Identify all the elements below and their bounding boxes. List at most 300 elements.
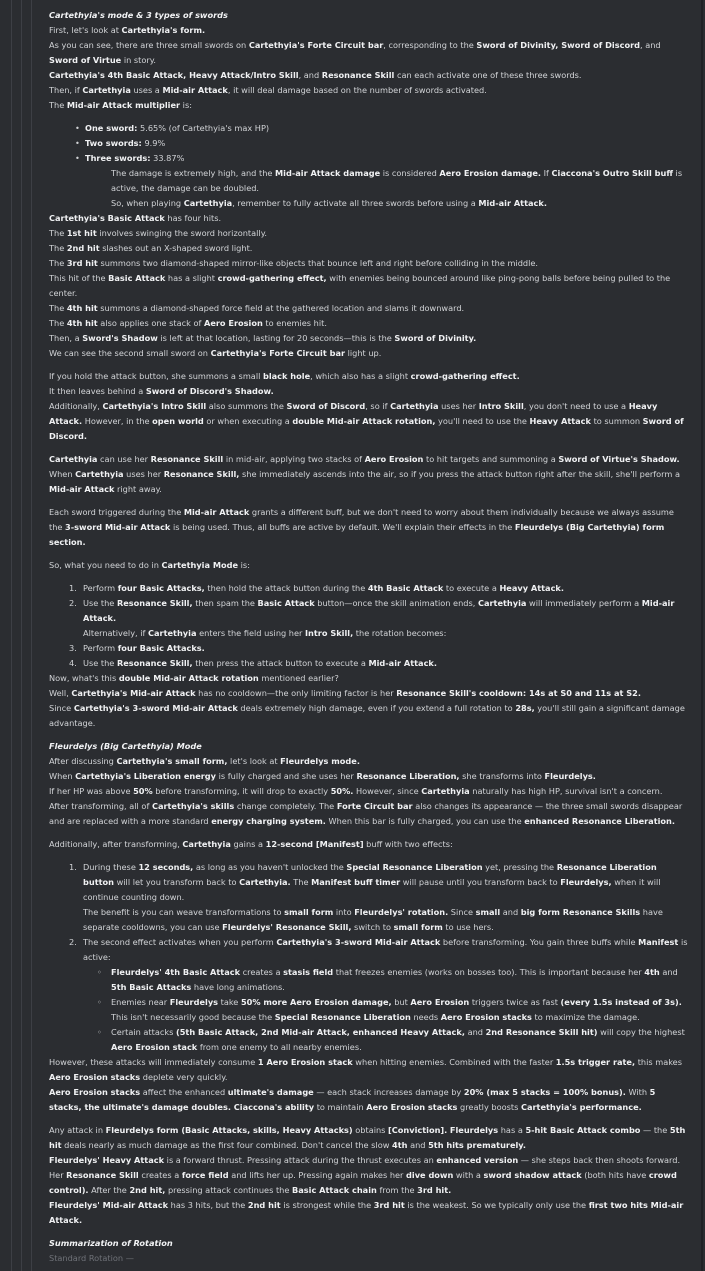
bold-text: 5th Basic Attacks: [111, 982, 192, 992]
text-run: This hit of the: [49, 273, 109, 283]
paragraph-line: [49, 1055, 689, 1085]
text-run: creates a: [240, 967, 284, 977]
paragraph-line: [49, 369, 689, 384]
bold-text: Fleurdelys' 4th Basic Attack: [111, 967, 241, 977]
bold-text: Fleurdelys.: [544, 771, 596, 781]
bold-text: Resonance Skill: [321, 70, 395, 80]
paragraph-gap: [49, 573, 689, 581]
text-run: into: [333, 907, 355, 917]
paragraph-line: [49, 346, 689, 361]
paragraph-line: [49, 1251, 689, 1266]
text-run: also changes its appearance — the three small swords disappear and are replaced with a more standard: [49, 801, 683, 826]
bold-text: Sword of Virtue: [49, 55, 122, 65]
text-run: gains a: [230, 839, 266, 849]
text-run: 9.9%: [141, 138, 166, 148]
text-run: Well,: [49, 688, 72, 698]
bold-text: 50%: [133, 786, 153, 796]
section-heading: Fleurdelys (Big Cartethyia) Mode: [49, 741, 202, 751]
paragraph-line: [49, 68, 689, 83]
text-run: and: [500, 907, 521, 917]
bold-text: 20% (max 5 stacks = 100% bonus).: [463, 1087, 626, 1097]
bold-text: Fleurdelys (Big Cartethyia) form section.: [49, 522, 665, 547]
text-run: triggers twice as fast: [469, 997, 561, 1007]
text-run: right away.: [114, 484, 162, 494]
bold-text: Cartethyia's Intro Skill: [102, 401, 207, 411]
text-run: Her: [49, 1170, 67, 1180]
bold-text: Mid-air Attack multiplier: [66, 100, 181, 110]
text-run: to enemies hit.: [262, 318, 327, 328]
text-run: the rotation becomes:: [353, 628, 447, 638]
bold-text: 2nd hit: [66, 243, 100, 253]
bold-text: Cartethyia's Forte Circuit bar: [210, 348, 346, 358]
bold-text: Heavy Attack.: [499, 583, 564, 593]
bold-text: 2nd Resonance Skill hit): [485, 1027, 598, 1037]
text-run: grants a different buff, but we don't need to worry about them individually because we always assume the: [49, 507, 674, 532]
list-item: [97, 965, 689, 995]
text-run: is the weakest. So we typically only use the: [404, 1200, 589, 1210]
paragraph-line: [49, 23, 689, 38]
paragraph-line: [49, 1236, 689, 1251]
text-run: The: [290, 877, 312, 887]
text-run: from one enemy to all nearby enemies.: [197, 1042, 362, 1052]
text-run: is left at that location, lasting for 20 seconds—this is the: [157, 333, 395, 343]
text-run: when it will continue counting down.: [83, 877, 661, 902]
list-item: [75, 121, 689, 136]
bold-text: Mid-air Attack.: [83, 598, 675, 623]
bold-text: Sword of Discord's Shadow.: [145, 386, 274, 396]
paragraph-gap: [49, 497, 689, 505]
bold-text: crowd control).: [49, 1170, 677, 1195]
paragraph-line: [49, 1153, 689, 1168]
text-run: , and: [639, 40, 661, 50]
list-number: 4.: [69, 658, 77, 668]
text-run: , and: [298, 70, 322, 80]
text-run: So, what you need to do in: [49, 560, 162, 570]
paragraph-line: [49, 784, 689, 799]
paragraph-line: [49, 211, 689, 226]
text-run: that freezes enemies (works on bosses too). This is important because her: [333, 967, 645, 977]
text-run: to maintain: [314, 1102, 367, 1112]
bold-text: Resonance Skill,: [163, 469, 240, 479]
text-run: needs: [410, 1012, 441, 1022]
text-run: When: [49, 469, 76, 479]
list-item: [75, 151, 689, 166]
text-run: will immediately perform a: [526, 598, 642, 608]
text-run: 33.87%: [150, 153, 185, 163]
paragraph-line: [49, 671, 689, 686]
text-run: before transforming, it will drop to exactly: [152, 786, 331, 796]
bold-text: 3-sword Mid-air Attack: [65, 522, 171, 532]
text-run: deals extremely high damage, even if you extend a full rotation to: [237, 703, 516, 713]
bold-text: Resonance Skill's cooldown: 14s at S0 and 11s at S2.: [396, 688, 641, 698]
bold-text: energy charging system.: [211, 816, 326, 826]
paragraph-gap: [49, 852, 689, 860]
bold-text: Intro Skill: [478, 401, 524, 411]
list-number: 2.: [69, 598, 77, 608]
text-run: to hit targets and summoning a: [423, 454, 559, 464]
paragraph-gap: [49, 829, 689, 837]
bold-text: Sword of Discord: [286, 401, 366, 411]
text-run: in story.: [121, 55, 157, 65]
bold-text: crowd-gathering effect,: [217, 273, 327, 283]
text-run: and: [464, 1027, 486, 1037]
text-run: Certain attacks: [111, 1027, 176, 1037]
bold-text: Cartethyia: [82, 85, 131, 95]
text-run: can each activate one of these three swords.: [394, 70, 582, 80]
text-run: and lifts her up. Pressing again makes her: [228, 1170, 407, 1180]
bold-text: crowd-gathering effect.: [410, 371, 520, 381]
text-run: then press the attack button to execute a: [192, 658, 369, 668]
bold-text: small: [475, 907, 501, 917]
bold-text: 1 Aero Erosion stack: [257, 1057, 353, 1067]
bold-text: Aero Erosion: [204, 318, 263, 328]
text-run: — each stack increases damage by: [313, 1087, 464, 1097]
paragraph-line: [49, 452, 689, 467]
list-item: [97, 995, 689, 1025]
bold-text: Cartethyia's skills: [151, 801, 235, 811]
text-run: to summon: [590, 416, 643, 426]
bold-text: Aero Erosion stacks: [366, 1102, 458, 1112]
text-run: also summons the: [206, 401, 287, 411]
text-run: she transforms into: [459, 771, 545, 781]
paragraph-line: [49, 301, 689, 316]
text-run: switch to: [351, 922, 394, 932]
bold-text: double Mid-air Attack rotation,: [292, 416, 436, 426]
bold-text: Sword of Discord.: [49, 416, 684, 441]
bold-text: Cartethyia's 4th Basic Attack, Heavy Attack/Intro Skill: [49, 70, 299, 80]
bold-text: double Mid-air Attack rotation: [118, 673, 259, 683]
text-run: Then, if: [49, 85, 83, 95]
paragraph-line: [49, 226, 689, 241]
bold-text: small form: [284, 907, 334, 917]
text-run: Any attack in: [49, 1125, 106, 1135]
text-run: It then leaves behind a: [49, 386, 146, 396]
thread-gutter-line: [11, 0, 12, 1271]
bold-text: Cartethyia's 3-sword Mid-air Attack: [73, 703, 238, 713]
bold-text: Aero Erosion stacks: [49, 1087, 141, 1097]
bold-text: Fleurdelys: [169, 997, 219, 1007]
bold-text: 1.5s trigger rate,: [555, 1057, 636, 1067]
text-run: We can see the second small sword on: [49, 348, 211, 358]
message-body: [49, 8, 689, 1266]
bold-text: 2nd hit,: [129, 1185, 166, 1195]
text-run: mentioned earlier?: [258, 673, 339, 683]
text-run: change completely. The: [234, 801, 337, 811]
bold-text: Sword of Virtue's Shadow.: [558, 454, 680, 464]
list-note: [69, 905, 689, 935]
paragraph-line: [49, 1123, 689, 1153]
bold-text: Forte Circuit bar: [336, 801, 413, 811]
bold-text: 4th: [392, 1140, 408, 1150]
paragraph-gap: [49, 1115, 689, 1123]
bold-text: Aero Erosion stack: [111, 1042, 198, 1052]
paragraph-line: [49, 399, 689, 444]
text-run: you'll need to use the: [435, 416, 530, 426]
bold-text: Heavy Attack.: [49, 401, 658, 426]
bold-text: Sword's Shadow: [82, 333, 158, 343]
bold-text: 2nd hit: [247, 1200, 281, 1210]
thread-gutter-line: [31, 0, 32, 1271]
bold-text: Heavy Attack: [529, 416, 591, 426]
bold-text: Cartethyia's Mid-air Attack: [71, 688, 196, 698]
bold-text: Basic Attack: [108, 273, 166, 283]
bold-text: Aero Erosion: [364, 454, 424, 464]
paragraph-line: [49, 686, 689, 701]
list-item: [69, 596, 689, 626]
paragraph-line: [49, 83, 689, 98]
text-run: greatly boosts: [457, 1102, 521, 1112]
list-number: 1.: [69, 583, 77, 593]
bold-text: Resonance Liberation button: [83, 862, 657, 887]
bold-text: Fleurdelys mode.: [280, 756, 360, 766]
text-run: Each sword triggered during the: [49, 507, 184, 517]
bold-text: 28s,: [515, 703, 535, 713]
bold-text: Aero Erosion stacks: [49, 1072, 141, 1082]
bold-text: Special Resonance Liberation: [274, 1012, 411, 1022]
text-run: However, these attacks will immediately consume: [49, 1057, 258, 1067]
bold-text: Special Resonance Liberation: [346, 862, 483, 872]
bold-text: Cartethyia's form.: [121, 25, 206, 35]
bold-text: four Basic Attacks,: [117, 583, 205, 593]
text-run: — she steps back then shoots forward.: [518, 1155, 681, 1165]
text-run: will let you transform back to: [113, 877, 240, 887]
bold-text: 5th hit: [49, 1125, 686, 1150]
bold-text: Cartethyia's Basic Attack: [49, 213, 165, 223]
text-run: First, let's look at: [49, 25, 122, 35]
paragraph-line: [49, 256, 689, 271]
text-run: and: [407, 1140, 429, 1150]
bold-text: Fleurdelys' Heavy Attack: [49, 1155, 165, 1165]
bold-text: Resonance Skill,: [116, 598, 193, 608]
text-run: has four hits.: [164, 213, 222, 223]
text-run: Perform: [83, 643, 118, 653]
bold-text: (5th Basic Attack, 2nd Mid-air Attack, enhanced Heavy Attack,: [175, 1027, 465, 1037]
paragraph-line: [49, 1168, 689, 1198]
bold-text: Fleurdelys,: [560, 877, 612, 887]
bold-text: 4th Basic Attack: [367, 583, 444, 593]
paragraph-line: [49, 384, 689, 399]
bold-text: 12 seconds,: [138, 862, 194, 872]
paragraph-line: [49, 701, 689, 731]
bold-text: 3rd hit: [373, 1200, 405, 1210]
bold-text: Resonance Skill: [66, 1170, 139, 1180]
text-run: uses her: [123, 469, 164, 479]
text-run: she immediately ascends into the air, so if you press the attack button right after the skill, she'll perform a: [239, 469, 680, 479]
text-run: Now, what's this: [49, 673, 119, 683]
text-run: 5.65% (of Cartethyia's max HP): [137, 123, 270, 133]
paragraph-line: [49, 769, 689, 784]
list-item: [97, 1025, 689, 1055]
bold-text: Mid-air Attack: [49, 484, 115, 494]
paragraph-line: [49, 271, 689, 301]
bold-text: Sword of Divinity, Sword of Discord: [476, 40, 640, 50]
paragraph-line: [49, 1085, 689, 1115]
bold-text: 4th hit: [66, 303, 98, 313]
text-run: light up.: [345, 348, 382, 358]
text-run: this makes: [635, 1057, 682, 1067]
text-run: uses a: [130, 85, 163, 95]
bold-text: Intro Skill,: [305, 628, 354, 638]
bold-text: enhanced Resonance Liberation.: [524, 816, 675, 826]
text-run: with enemies being bounced around like ping-pong balls before being pulled to the center.: [49, 273, 671, 298]
text-run: is being used. Thus, all buffs are active by default. We'll explain their effects in the: [170, 522, 515, 532]
text-run: let's look at: [227, 756, 281, 766]
bold-text: Mid-air Attack: [183, 507, 250, 517]
text-run: — the: [640, 1125, 670, 1135]
bold-text: big form Resonance Skills: [520, 907, 641, 917]
text-run: The: [49, 318, 67, 328]
text-run: The: [49, 243, 67, 253]
bold-text: Fleurdelys' rotation.: [354, 907, 449, 917]
text-run: summons a diamond-shaped force field at the gathered location and slams it downward.: [97, 303, 465, 313]
text-run: (both hits have: [581, 1170, 649, 1180]
text-run: then spam the: [192, 598, 258, 608]
text-run: slashes out an X-shaped sword light.: [99, 243, 253, 253]
text-run: Perform: [83, 583, 118, 593]
text-run: is:: [238, 560, 250, 570]
bold-text: 3rd hit: [66, 258, 98, 268]
text-run: then hold the attack button during the: [204, 583, 368, 593]
text-run: The: [49, 303, 67, 313]
text-run: Then, a: [49, 333, 83, 343]
bold-text: Aero Erosion stacks: [440, 1012, 532, 1022]
bold-text: Cartethyia.: [239, 877, 291, 887]
text-run: also applies one stack of: [97, 318, 204, 328]
text-run: but: [391, 997, 411, 1007]
text-run: After discussing: [49, 756, 117, 766]
bold-text: Cartethyia's performance.: [520, 1102, 642, 1112]
paragraph-gap: [49, 550, 689, 558]
text-run: , which also has a slight: [310, 371, 411, 381]
text-run: During these: [83, 862, 139, 872]
bold-text: stasis field: [283, 967, 334, 977]
bold-text: four Basic Attacks.: [117, 643, 205, 653]
text-run: buff with two effects:: [363, 839, 453, 849]
text-run: The: [49, 258, 67, 268]
text-run: , you don't need to use a: [523, 401, 629, 411]
bold-text: Ciaccona's Outro Skill buff: [551, 168, 673, 178]
bold-text: 4th: [644, 967, 660, 977]
text-run: button—once the skill animation ends,: [314, 598, 478, 608]
bold-text: Resonance Skill,: [116, 658, 193, 668]
text-run: With: [625, 1087, 650, 1097]
text-run: is active, the damage can be doubled.: [111, 168, 683, 193]
list-item: [69, 641, 689, 656]
paragraph-gap: [49, 1228, 689, 1236]
bold-text: [Conviction].: [388, 1125, 448, 1135]
numbered-list: [69, 581, 689, 671]
text-run: Use the: [83, 658, 117, 668]
text-run: before transforming. You gain three buffs while: [440, 937, 639, 947]
list-note: [75, 166, 689, 196]
list-number: 3.: [69, 643, 77, 653]
text-run: , remember to fully activate all three swords before using a: [232, 198, 479, 208]
section-heading: Cartethyia's mode & 3 types of swords: [49, 10, 228, 20]
text-run: If: [541, 168, 552, 178]
bullet-list: [75, 121, 689, 211]
section-heading: Summarization of Rotation: [49, 1238, 173, 1248]
bold-text: Mid-air Attack damage: [275, 168, 381, 178]
bold-text: Cartethyia's Forte Circuit bar: [248, 40, 384, 50]
bold-text: Cartethyia: [477, 598, 527, 608]
text-run: The: [49, 228, 67, 238]
text-run: creates a: [138, 1170, 182, 1180]
text-run: will copy the highest: [597, 1027, 685, 1037]
bold-text: Mid-air Attack.: [478, 198, 547, 208]
paragraph-gap: [49, 731, 689, 739]
bold-text: 5-hit Basic Attack combo: [525, 1125, 641, 1135]
text-run: This isn't necessarily good because the: [111, 1012, 275, 1022]
sub-list-container: [69, 965, 689, 1055]
list-item: [69, 935, 689, 965]
paragraph-line: [49, 1198, 689, 1228]
list-number: 1.: [69, 862, 77, 872]
scrollbar-track[interactable]: [701, 0, 703, 1271]
bold-text: Two swords:: [85, 138, 142, 148]
bold-text: 3rd hit.: [417, 1185, 452, 1195]
text-run: obtains: [352, 1125, 389, 1135]
text-run: However, since: [353, 786, 422, 796]
text-run: Additionally,: [49, 401, 103, 411]
text-run: As you can see, there are three small swords on: [49, 40, 249, 50]
text-run: Enemies near: [111, 997, 170, 1007]
text-run: However, in the: [82, 416, 153, 426]
bold-text: open world: [152, 416, 204, 426]
text-run: After the: [88, 1185, 130, 1195]
bold-text: Cartethyia's 3-sword Mid-air Attack: [276, 937, 441, 947]
text-run: involves swinging the sword horizontally.: [96, 228, 267, 238]
bold-text: (every 1.5s instead of 3s).: [560, 997, 682, 1007]
text-run: you'll still gain a significant damage advantage.: [49, 703, 685, 728]
text-run: to maximize the damage.: [531, 1012, 640, 1022]
list-item: [69, 860, 689, 905]
text-run: Use the: [83, 598, 117, 608]
bold-text: Fleurdelys: [449, 1125, 499, 1135]
bold-text: Cartethyia Mode: [161, 560, 239, 570]
bold-text: small form: [393, 922, 443, 932]
text-run: can use her: [97, 454, 151, 464]
bold-text: 5th hits prematurely.: [428, 1140, 526, 1150]
text-run: will pause until you transform back to: [400, 877, 561, 887]
bold-text: Cartethyia: [75, 469, 124, 479]
bold-text: Fleurdelys' Mid-air Attack: [49, 1200, 169, 1210]
text-run: Since: [49, 703, 74, 713]
bold-text: Cartethyia: [183, 198, 233, 208]
paragraph-line: [49, 799, 689, 829]
text-run: have long animations.: [191, 982, 285, 992]
paragraph-gap: [49, 361, 689, 369]
bold-text: Mid-air Attack: [162, 85, 228, 95]
text-run: naturally has high HP, survival isn't a concern.: [469, 786, 663, 796]
numbered-list: [69, 860, 689, 1055]
paragraph-line: [49, 837, 689, 852]
text-run: yet, pressing the: [482, 862, 557, 872]
text-run: enters the field using her: [196, 628, 306, 638]
paragraph-line: [49, 331, 689, 346]
paragraph-gap: [49, 113, 689, 121]
bold-text: Fleurdelys form (Basic Attacks, skills, Heavy Attacks): [105, 1125, 353, 1135]
text-run: uses her: [438, 401, 479, 411]
bold-text: Cartethyia: [148, 628, 197, 638]
bold-text: Resonance Liberation,: [356, 771, 460, 781]
text-run: to use hers.: [442, 922, 494, 932]
text-run: when hitting enemies. Combined with the faster: [352, 1057, 556, 1067]
bold-text: Basic Attack: [257, 598, 315, 608]
bold-text: Resonance Skill: [150, 454, 224, 464]
bold-text: first two hits Mid-air Attack.: [49, 1200, 684, 1225]
text-run: If her HP was above: [49, 786, 134, 796]
text-run: with a: [453, 1170, 484, 1180]
